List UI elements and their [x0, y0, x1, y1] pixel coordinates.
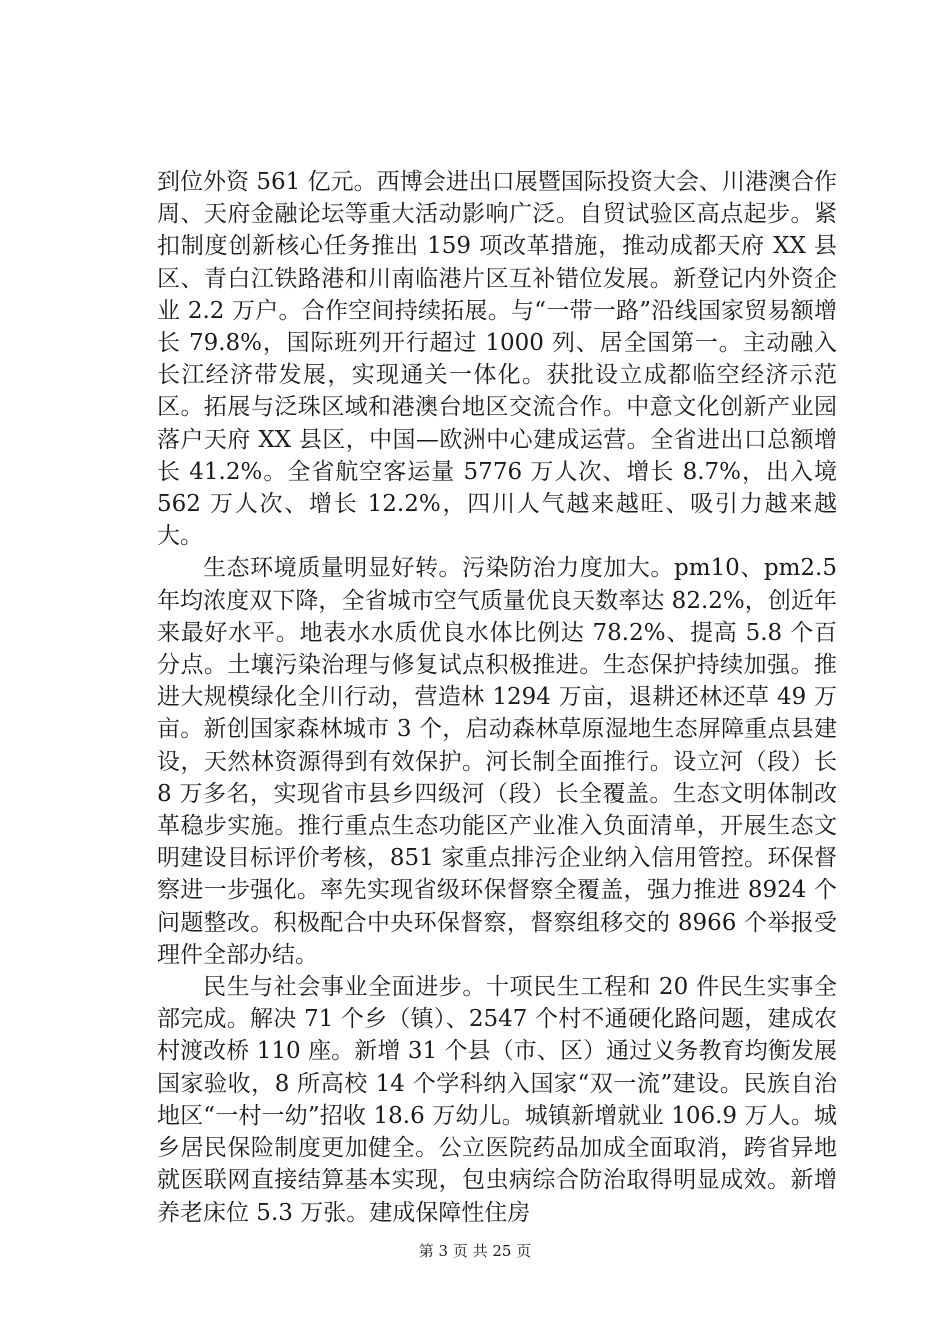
document-body — [157, 166, 837, 1229]
paragraph-ecology: 生态环境质量明显好转。污染防治力度加大。pm10、pm2.5 年均浓度双下降，全省城市空气质量优良天数率达 82.2%，创近年来最好水平。地表水水质优良水体比例达 78.2%、提高 5.8 个百分点。土壤污染治理与修复试点积极推进。生态保护持续加强。推进大规模绿化全川行动，营造林 1294 万亩，退耕还林还草 49 万亩。新创国家森林城市 3 个，启动森林草原湿地生态屏障重点县建设，天然林资源得到有效保护。河长制全面推行。设立河（段）长 8 万多名，实现省市县乡四级河（段）长全覆盖。生态文明体制改革稳步实施。推行重点生态功能区产业准入负面清单，开展生态文明建设目标评价考核，851 家重点排污企业纳入信用管控。环保督察进一步强化。率先实现省级环保督察全覆盖，强力推进 8924 个问题整改。积极配合中央环保督察，督察组移交的 8966 个举报受理件全部办结。 — [157, 555, 837, 968]
page-number-label: 第 3 页 共 25 页 — [418, 1242, 532, 1260]
page-footer — [0, 1240, 950, 1261]
paragraph-foreign-investment: 到位外资 561 亿元。西博会进出口展暨国际投资大会、川港澳合作周、天府金融论坛等重大活动影响广泛。自贸试验区高点起步。紧扣制度创新核心任务推出 159 项改革措施，推动成都天府 XX 县区、青白江铁路港和川南临港片区互补错位发展。新登记内外资企业 2.2 万户。合作空间持续拓展。与“一带一路”沿线国家贸易额增长 79.8%，国际班列开行超过 1000 列、居全国第一。主动融入长江经济带发展，实现通关一体化。获批设立成都临空经济示范区。拓展与泛珠区域和港澳台地区交流合作。中意文化创新产业园落户天府 XX 县区，中国—欧洲中心建成运营。全省进出口总额增长 41.2%。全省航空客运量 5776 万人次、增长 8.7%，出入境 562 万人次、增长 12.2%，四川人气越来越旺、吸引力越来越大。 — [157, 169, 837, 550]
paragraph-livelihood: 民生与社会事业全面进步。十项民生工程和 20 件民生实事全部完成。解决 71 个乡（镇）、2547 个村不通硬化路问题，建成农村渡改桥 110 座。新增 31 个县（市、区）通过义务教育均衡发展国家验收，8 所高校 14 个学科纳入国家“双一流”建设。民族自治地区“一村一幼”招收 18.6 万幼儿。城镇新增就业 106.9 万人。城乡居民保险制度更加健全。公立医院药品加成全面取消，跨省异地就医联网直接结算基本实现，包虫病综合防治取得明显成效。新增养老床位 5.3 万张。建成保障性住房 — [157, 974, 837, 1226]
